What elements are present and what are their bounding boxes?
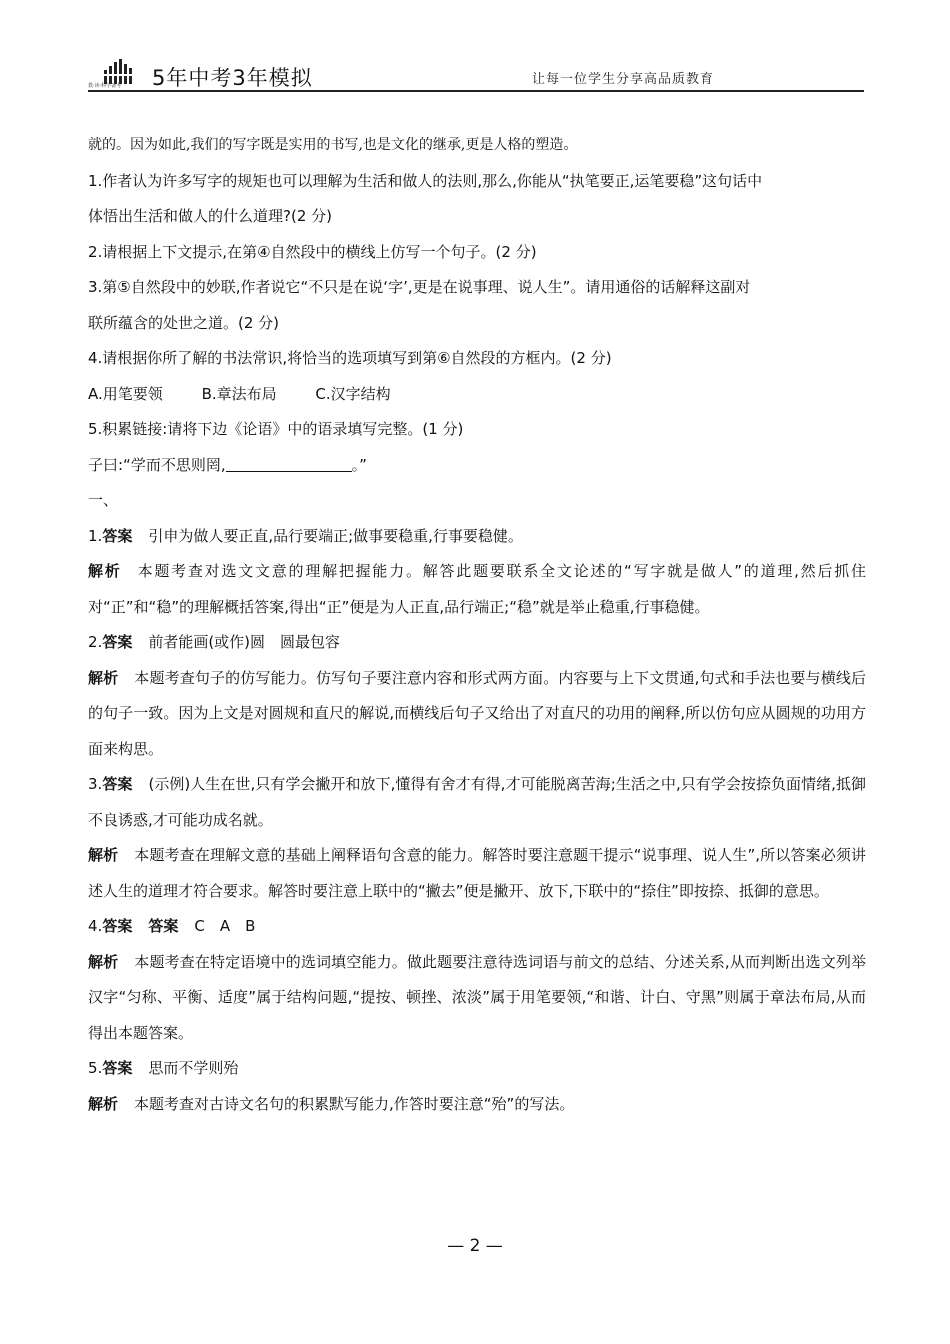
section-label: 一、: [88, 491, 119, 509]
page-content: [88, 128, 866, 1122]
answer-tag: 答案: [102, 633, 133, 651]
brand-title: 5年中考3年模拟: [152, 66, 313, 90]
option-c: C.汉字结构: [315, 384, 391, 403]
analysis-tag: 解析: [88, 846, 119, 864]
analysis-1: [88, 554, 866, 625]
question-1-line-2: 体悟出生活和做人的什么道理?(2 分): [88, 207, 332, 225]
quote-end: 。”: [351, 455, 367, 474]
answer-text: 思而不学则殆: [148, 1059, 239, 1077]
page-header: [88, 52, 864, 92]
analysis-5: [88, 1087, 866, 1123]
answer-tag: 答案: [102, 917, 133, 935]
answer-text: 引申为做人要正直,品行要端正;做事要稳重,行事要稳健。: [148, 526, 523, 545]
answer-tag-repeat: 答案: [148, 917, 179, 935]
quote-start: 子曰:“学而不思则罔,: [88, 455, 226, 474]
answer-2: [88, 625, 866, 661]
option-a: A.用笔要领: [88, 384, 163, 403]
question-3-line-1: 3.第⑤自然段中的妙联,作者说它“不只是在说‘字’,更是在说事理、说人生”。请用通俗的话解释这副对: [88, 278, 751, 296]
option-b: B.章法布局: [201, 384, 277, 403]
question-4-options: [88, 377, 866, 413]
answer-5: [88, 1051, 866, 1087]
fill-blank: [226, 455, 352, 472]
page-number: — 2 —: [447, 1236, 503, 1256]
answer-num: 2.: [88, 633, 103, 651]
answer-text: (示例)人生在世,只有学会撇开和放下,懂得有舍才有得,才可能脱离苦海;生活之中,只有学会按捺负面情绪,抵御不良诱惑,才可能功成名就。: [88, 775, 866, 829]
answer-num: 1.: [88, 526, 103, 545]
analysis-4: [88, 945, 866, 1052]
header-divider: [88, 90, 864, 92]
answer-3: [88, 767, 866, 838]
analysis-2: [88, 661, 866, 768]
logo-subtext: 教·读·科学备考: [88, 83, 122, 89]
answer-tag: 答案: [102, 1059, 133, 1077]
question-5-quote: [88, 448, 866, 484]
analysis-text: 本题考查对选文文意的理解把握能力。解答此题要联系全文论述的“写字就是做人”的道理,然后抓住对“正”和“稳”的理解概括答案,得出“正”便是为人正直,品行端正;“稳”就是举止稳重,行事稳健。: [88, 562, 866, 616]
analysis-3: [88, 838, 866, 909]
answer-tag: 答案: [102, 775, 133, 793]
analysis-text: 本题考查在特定语境中的选词填空能力。做此题要注意待选词语与前文的总结、分述关系,从而判断出选文列举汉字“匀称、平衡、适度”属于结构问题,“提按、顿挫、浓淡”属于用笔要领,“和谐、计白、守黑”则属于章法布局,从而得出本题答案。: [88, 952, 866, 1042]
question-4: 4.请根据你所了解的书法常识,将恰当的选项填写到第⑥自然段的方框内。(2 分): [88, 349, 612, 367]
answer-num: 5.: [88, 1059, 103, 1077]
answer-text: 前者能画(或作)圆 圆最包容: [148, 633, 341, 651]
answer-tag: 答案: [102, 526, 133, 545]
question-5: 5.积累链接:请将下边《论语》中的语录填写完整。(1 分): [88, 420, 464, 438]
analysis-text: 本题考查对古诗文名句的积累默写能力,作答时要注意“殆”的写法。: [134, 1094, 575, 1113]
passage-end: 就的。因为如此,我们的写字既是实用的书写,也是文化的继承,更是人格的塑造。: [88, 137, 578, 153]
answer-num: 3.: [88, 775, 103, 793]
answer-text: C A B: [194, 917, 256, 935]
analysis-tag: 解析: [88, 668, 119, 687]
answer-1: [88, 519, 866, 555]
question-3-line-2: 联所蕴含的处世之道。(2 分): [88, 313, 280, 332]
analysis-tag: 解析: [88, 1094, 119, 1113]
analysis-text: 本题考查在理解文意的基础上阐释语句含意的能力。解答时要注意题干提示“说事理、说人生”,所以答案必须讲述人生的道理才符合要求。解答时要注意上联中的“撇去”便是撇开、放下,下联中的“捺住”即按捺、抵御的意思。: [88, 846, 866, 900]
header-slogan: 让每一位学生分享高品质教育: [531, 72, 714, 87]
question-2: 2.请根据上下文提示,在第④自然段中的横线上仿写一个句子。(2 分): [88, 242, 537, 261]
answer-4: [88, 909, 866, 945]
answer-num: 4.: [88, 917, 103, 935]
analysis-text: 本题考查句子的仿写能力。仿写句子要注意内容和形式两方面。内容要与上下文贯通,句式和手法也要与横线后的句子一致。因为上文是对圆规和直尺的解说,而横线后句子又给出了对直尺的功用的阐释,所以仿句应从圆规的功用方面来构思。: [88, 668, 866, 758]
analysis-tag: 解析: [88, 562, 122, 580]
analysis-tag: 解析: [88, 952, 119, 971]
question-1-line-1: 1.作者认为许多写字的规矩也可以理解为生活和做人的法则,那么,你能从“执笔要正,运笔要稳”这句话中: [88, 171, 763, 190]
